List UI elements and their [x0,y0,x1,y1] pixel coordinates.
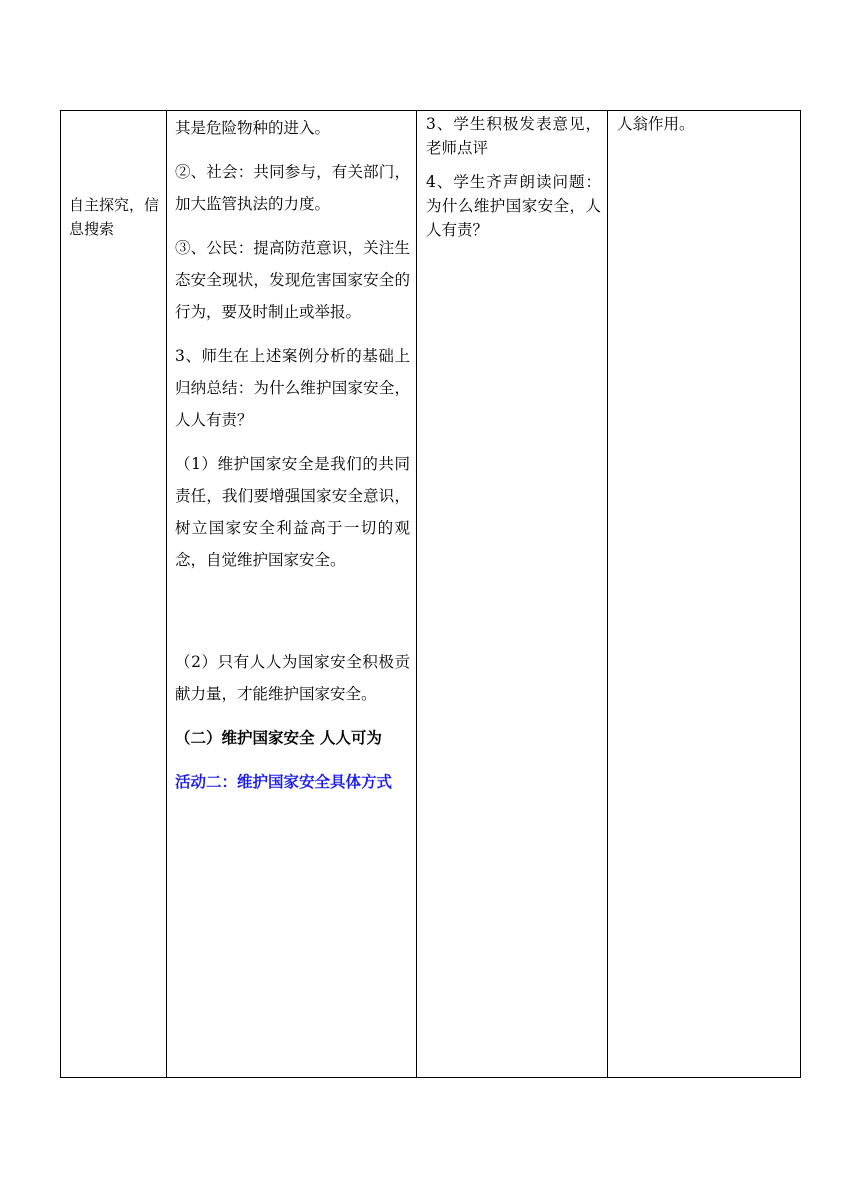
table-row [61,111,801,1078]
spacer [175,588,410,646]
student-activity-paragraph: 4、学生齐声朗读问题：为什么维护国家安全，人人有责？ [426,173,601,239]
activity-heading: 活动二：维护国家安全具体方式 [175,773,393,791]
content-paragraph: 3、师生在上述案例分析的基础上归纳总结：为什么维护国家安全，人人有责？ [175,347,410,429]
lesson-plan-table [60,110,801,1078]
cell-design-intent [608,111,801,1078]
content-paragraph: （2）只有人人为国家安全积极贡献力量，才能维护国家安全。 [175,653,410,703]
content-paragraph: ②、社会：共同参与，有关部门，加大监管执法的力度。 [175,163,410,213]
design-intent-text: 人翁作用。 [617,115,695,133]
section-heading: （二）维护国家安全 人人可为 [175,729,382,747]
cell-activity-type [61,111,167,1078]
activity-type-text: 自主探究，信息搜索 [69,196,160,238]
cell-student-activity [417,111,608,1078]
content-paragraph: （1）维护国家安全是我们的共同责任，我们要增强国家安全意识，树立国家安全利益高于一切的观念，自觉维护国家安全。 [175,455,410,569]
cell-teaching-content [167,111,417,1078]
content-paragraph: 其是危险物种的进入。 [175,119,331,137]
content-paragraph: ③、公民：提高防范意识，关注生态安全现状，发现危害国家安全的行为，要及时制止或举报。 [175,239,410,321]
student-activity-paragraph: 3、学生积极发表意见，老师点评 [426,115,601,157]
